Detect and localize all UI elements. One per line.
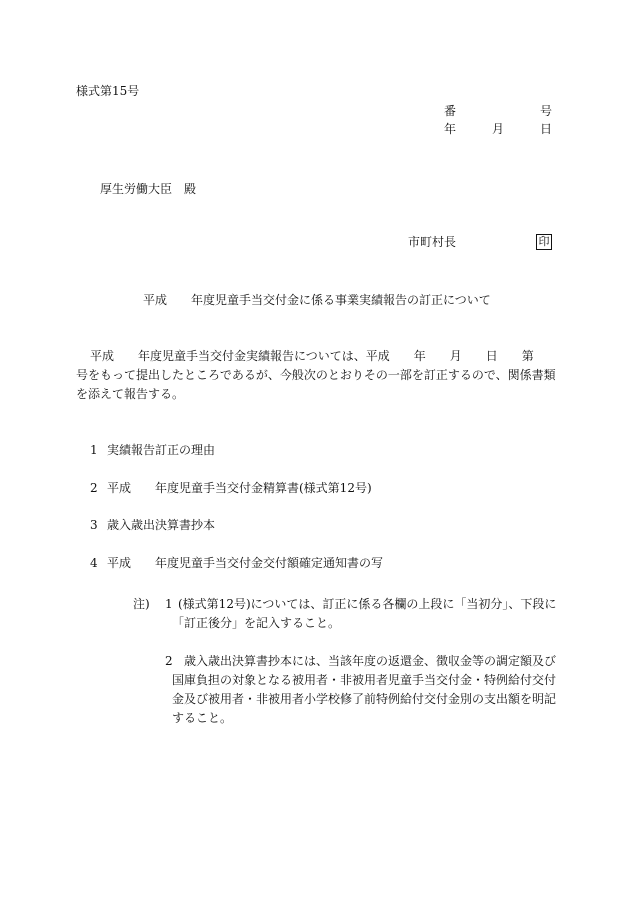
seal-mark: 印 — [536, 234, 552, 250]
note-line: 歳入歳出決算書抄本には、当該年度の返還金、徴収金等の調定額及び — [184, 654, 557, 668]
document-title: 平成 年度児童手当交付金に係る事業実績報告の訂正について — [143, 293, 491, 307]
item-text: 平成 年度児童手当交付金交付額確定通知書の写 — [107, 556, 384, 570]
item-text: 歳入歳出決算書抄本 — [107, 518, 216, 532]
item-number: 4 — [90, 556, 98, 570]
item-text: 実績報告訂正の理由 — [107, 443, 216, 457]
sender-label: 市町村長 — [408, 235, 457, 249]
number-suffix: 号 — [540, 104, 553, 118]
note-line: 金及び被用者・非被用者小学校修了前特例給付交付金別の支出額を明記 — [172, 692, 557, 706]
item-text: 平成 年度児童手当交付金精算書(様式第12号) — [107, 481, 372, 495]
form-number: 様式第15号 — [76, 84, 140, 98]
body-line: 号をもって提出したところであるが、今般次のとおりその一部を訂正するので、関係書類 — [76, 368, 556, 382]
body-line: を添えて報告する。 — [76, 387, 185, 401]
body-line: 平成 年度児童手当交付金実績報告については、平成 年 月 日 第 — [90, 349, 534, 363]
note-label: 注) — [133, 597, 150, 611]
note-line: すること。 — [172, 711, 233, 725]
note-number: 1 — [165, 597, 173, 611]
item-number: 1 — [90, 443, 98, 457]
note-line: 国庫負担の対象となる被用者・非被用者児童手当交付金・特例給付交付 — [172, 673, 557, 687]
addressee: 厚生労働大臣 殿 — [100, 182, 197, 196]
item-number: 3 — [90, 518, 98, 532]
number-label: 番 — [444, 104, 457, 118]
date-year: 年 — [444, 122, 457, 136]
note-line: (様式第12号)については、訂正に係る各欄の上段に「当初分」、下段に — [178, 597, 557, 611]
date-month: 月 — [492, 122, 505, 136]
note-number: 2 — [165, 654, 173, 668]
item-number: 2 — [90, 481, 98, 495]
note-line: 「訂正後分」を記入すること。 — [172, 616, 341, 630]
date-day: 日 — [540, 122, 553, 136]
